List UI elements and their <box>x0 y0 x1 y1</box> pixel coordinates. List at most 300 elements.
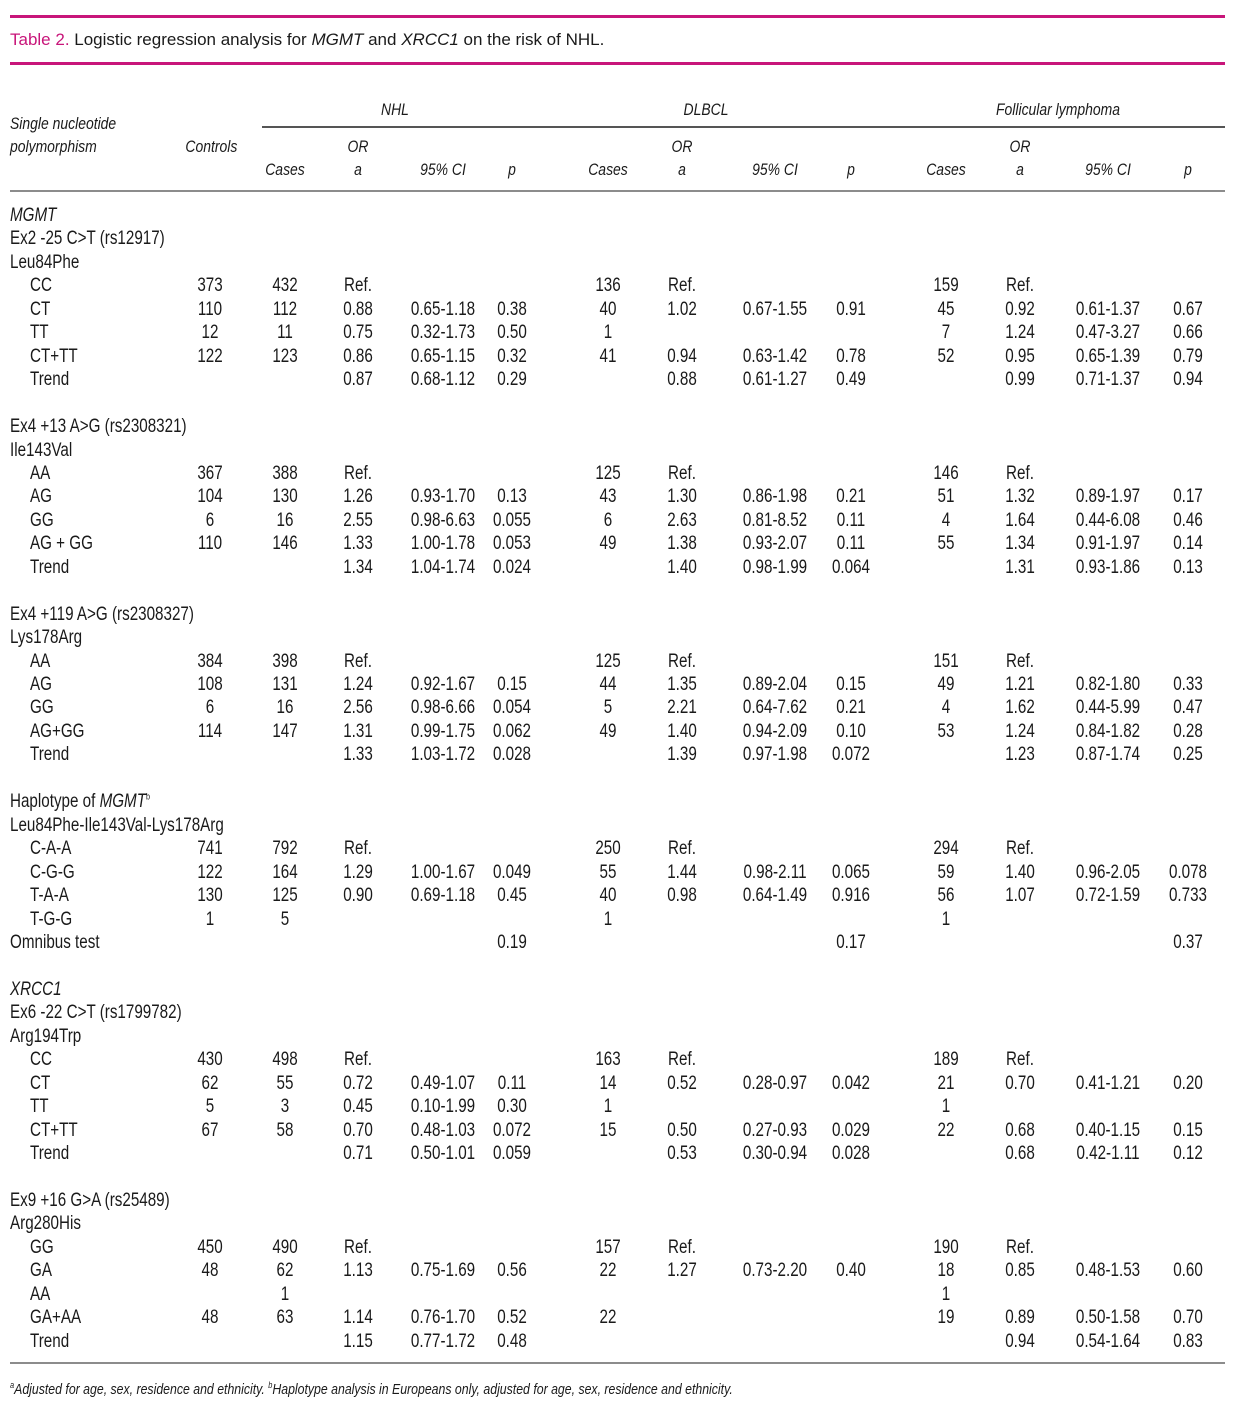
nhl-p-cell: 0.19 <box>497 931 527 953</box>
section-label: Arg280His <box>10 1213 81 1235</box>
fl-ci-cell: 0.91-1.97 <box>1075 533 1141 555</box>
nhl-p-cell: 0.29 <box>497 369 527 391</box>
footnote-a-mark: a <box>10 1380 15 1390</box>
nhl-or-cell: 0.45 <box>343 1096 373 1118</box>
dlbcl-cases-cell: 44 <box>599 674 617 695</box>
dlbcl-cases-cell: 163 <box>595 1049 621 1071</box>
table-row <box>0 1307 1243 1330</box>
dlbcl-ci-cell: 0.61-1.27 <box>742 369 808 391</box>
dlbcl-or-cell: Ref. <box>668 275 696 297</box>
table-row <box>0 1073 1243 1096</box>
fl-p-cell: 0.33 <box>1173 674 1203 695</box>
dlbcl-cases-cell: 22 <box>599 1260 617 1282</box>
fl-cases-cell: 1 <box>941 1096 951 1118</box>
fl-or-cell: 0.89 <box>1005 1307 1035 1329</box>
dlbcl-p-cell: 0.21 <box>836 486 866 508</box>
nhl-cases-cell: 164 <box>272 861 298 883</box>
table-caption <box>10 30 604 50</box>
fl-or-cell: 0.99 <box>1005 369 1035 391</box>
table-row <box>0 674 1243 697</box>
dlbcl-or-cell: 1.44 <box>667 861 697 883</box>
nhl-ci-cell: 0.98-6.63 <box>410 509 476 531</box>
dlbcl-p-cell: 0.072 <box>831 744 871 766</box>
nhl-or-cell: 1.13 <box>343 1260 373 1282</box>
fl-cases-cell: 21 <box>937 1072 955 1094</box>
footnote-b-text: Haplotype analysis in Europeans only, adjusted for age, sex, residence and ethnicity. <box>272 1381 733 1398</box>
section-row <box>0 252 1243 275</box>
caption-gene-mgmt: MGMT <box>311 30 364 49</box>
nhl-or-cell: 0.75 <box>343 322 373 344</box>
dlbcl-or-cell: 0.94 <box>667 345 697 367</box>
fl-p-cell: 0.67 <box>1173 298 1203 320</box>
header-controls: Controls <box>185 137 238 156</box>
fl-or-cell: 0.92 <box>1005 298 1035 320</box>
fl-or-cell: 1.24 <box>1005 720 1035 742</box>
nhl-p-cell: 0.028 <box>492 744 532 766</box>
caption-text: Logistic regression analysis for <box>69 30 312 49</box>
nhl-cases-cell: 62 <box>276 1260 294 1282</box>
fl-cases-cell: 151 <box>933 650 959 672</box>
header-group-fl: Follicular lymphoma <box>996 100 1120 119</box>
row-label: Trend <box>30 369 70 391</box>
nhl-ci-cell: 0.65-1.18 <box>410 298 476 320</box>
row-label: TT <box>30 1096 49 1118</box>
nhl-cases-cell: 432 <box>272 275 298 297</box>
gene-label: MGMT <box>10 205 57 226</box>
fl-cases-cell: 1 <box>941 1283 951 1305</box>
dlbcl-ci-cell: 0.93-2.07 <box>742 533 808 555</box>
controls-cell: 373 <box>197 275 223 297</box>
dlbcl-cases-cell: 49 <box>599 533 617 555</box>
row-label: AG <box>30 486 52 508</box>
table-row <box>0 885 1243 908</box>
caption-text: and <box>363 30 402 49</box>
fl-p-cell: 0.078 <box>1168 861 1208 883</box>
header-nhl-or-line2: a <box>354 160 362 179</box>
dlbcl-ci-cell: 0.63-1.42 <box>742 345 808 367</box>
fl-or-cell: 0.70 <box>1005 1072 1035 1094</box>
dlbcl-p-cell: 0.21 <box>836 697 866 719</box>
fl-cases-cell: 294 <box>933 838 959 860</box>
fl-ci-cell: 0.48-1.53 <box>1075 1260 1141 1282</box>
dlbcl-ci-cell: 0.67-1.55 <box>742 298 808 320</box>
fl-or-cell: 0.95 <box>1005 345 1035 367</box>
fl-cases-cell: 1 <box>941 908 951 930</box>
controls-cell: 48 <box>201 1307 219 1329</box>
row-label: CT <box>30 298 51 320</box>
fl-or-cell: 0.68 <box>1005 1143 1035 1164</box>
table-number: Table 2. <box>10 30 70 49</box>
dlbcl-or-cell: 0.88 <box>667 369 697 391</box>
section-label: Ile143Val <box>10 439 73 461</box>
dlbcl-or-cell: 1.38 <box>667 533 697 555</box>
controls-cell: 67 <box>201 1119 219 1141</box>
nhl-p-cell: 0.56 <box>497 1260 527 1282</box>
section-row <box>0 1190 1243 1213</box>
fl-or-cell: 1.62 <box>1005 697 1035 719</box>
nhl-p-cell: 0.30 <box>497 1096 527 1118</box>
dlbcl-or-cell: 1.27 <box>667 1260 697 1282</box>
nhl-or-cell: Ref. <box>344 650 372 672</box>
dlbcl-cases-cell: 55 <box>599 861 617 883</box>
table-row <box>0 1049 1243 1072</box>
spacer-row <box>0 768 1243 791</box>
table-row <box>0 1143 1243 1166</box>
fl-p-cell: 0.60 <box>1173 1260 1203 1282</box>
nhl-p-cell: 0.055 <box>492 509 532 531</box>
header-group-nhl: NHL <box>381 100 409 119</box>
nhl-ci-cell: 0.48-1.03 <box>410 1119 476 1141</box>
nhl-cases-cell: 792 <box>272 838 298 860</box>
fl-ci-cell: 0.40-1.15 <box>1075 1119 1141 1141</box>
fl-or-cell: 1.24 <box>1005 322 1035 344</box>
nhl-p-cell: 0.11 <box>497 1072 527 1094</box>
nhl-or-cell: 2.56 <box>343 697 373 719</box>
nhl-cases-cell: 58 <box>276 1119 294 1141</box>
nhl-cases-cell: 11 <box>277 322 293 344</box>
dlbcl-or-cell: 1.39 <box>667 744 697 766</box>
dlbcl-ci-cell: 0.27-0.93 <box>742 1119 808 1141</box>
fl-or-cell: 1.31 <box>1005 556 1035 578</box>
dlbcl-cases-cell: 125 <box>595 462 621 484</box>
nhl-or-cell: 1.31 <box>343 720 373 742</box>
dlbcl-or-cell: 2.63 <box>667 509 697 531</box>
controls-cell: 110 <box>197 298 223 320</box>
nhl-or-cell: 0.71 <box>343 1143 373 1164</box>
nhl-cases-cell: 146 <box>272 533 298 555</box>
dlbcl-cases-cell: 136 <box>595 275 621 297</box>
controls-cell: 5 <box>205 1096 215 1118</box>
header-dlbcl-or-line1: OR <box>671 137 693 156</box>
fl-ci-cell: 0.71-1.37 <box>1075 369 1141 391</box>
row-label: CC <box>30 275 52 297</box>
fl-ci-cell: 0.54-1.64 <box>1075 1330 1141 1352</box>
dlbcl-cases-cell: 5 <box>603 697 613 719</box>
dlbcl-ci-cell: 0.97-1.98 <box>742 744 808 766</box>
header-snp-line1: Single nucleotide <box>10 114 117 133</box>
section-row <box>0 627 1243 650</box>
fl-p-cell: 0.28 <box>1173 720 1203 742</box>
fl-ci-cell: 0.44-6.08 <box>1075 509 1141 531</box>
fl-or-cell: 1.40 <box>1005 861 1035 883</box>
nhl-p-cell: 0.049 <box>492 861 532 883</box>
nhl-ci-cell: 0.49-1.07 <box>410 1072 476 1094</box>
fl-or-cell: Ref. <box>1006 650 1034 672</box>
dlbcl-p-cell: 0.11 <box>836 509 866 531</box>
dlbcl-or-cell: 1.02 <box>667 298 697 320</box>
row-label: Trend <box>30 1143 70 1164</box>
dlbcl-p-cell: 0.042 <box>831 1072 871 1094</box>
nhl-ci-cell: 1.00-1.67 <box>410 861 476 883</box>
table-row <box>0 510 1243 533</box>
fl-or-cell: 0.68 <box>1005 1119 1035 1141</box>
fl-p-cell: 0.15 <box>1173 1119 1203 1141</box>
fl-ci-cell: 0.87-1.74 <box>1075 744 1141 766</box>
dlbcl-cases-cell: 125 <box>595 650 621 672</box>
fl-p-cell: 0.66 <box>1173 322 1203 344</box>
table-row <box>0 1260 1243 1283</box>
controls-cell: 48 <box>201 1260 219 1282</box>
fl-cases-cell: 19 <box>937 1307 955 1329</box>
fl-or-cell: 1.21 <box>1005 674 1035 695</box>
nhl-or-cell: 1.14 <box>343 1307 373 1329</box>
nhl-or-cell: Ref. <box>344 838 372 860</box>
nhl-p-cell: 0.50 <box>497 322 527 344</box>
fl-p-cell: 0.37 <box>1173 931 1203 953</box>
dlbcl-cases-cell: 15 <box>599 1119 617 1141</box>
dlbcl-cases-cell: 22 <box>599 1307 617 1329</box>
footnote-b-mark: b <box>268 1380 273 1390</box>
dlbcl-or-cell: Ref. <box>668 650 696 672</box>
table-row <box>0 1331 1243 1354</box>
nhl-or-cell: Ref. <box>344 275 372 297</box>
dlbcl-cases-cell: 250 <box>595 838 621 860</box>
fl-or-cell: 1.34 <box>1005 533 1035 555</box>
row-label: T-G-G <box>30 908 73 930</box>
nhl-cases-cell: 5 <box>280 908 290 930</box>
nhl-ci-cell: 1.00-1.78 <box>410 533 476 555</box>
dlbcl-cases-cell: 14 <box>599 1072 617 1094</box>
dlbcl-ci-cell: 0.64-7.62 <box>742 697 808 719</box>
dlbcl-ci-cell: 0.64-1.49 <box>742 885 808 907</box>
header-dlbcl-p: p <box>847 160 855 179</box>
nhl-cases-cell: 112 <box>272 298 298 320</box>
row-label: AA <box>30 1283 51 1305</box>
controls-cell: 12 <box>201 322 219 344</box>
nhl-p-cell: 0.062 <box>492 720 532 742</box>
table-bottom-rule <box>10 1362 1225 1364</box>
dlbcl-p-cell: 0.029 <box>831 1119 871 1141</box>
nhl-or-cell: 0.86 <box>343 345 373 367</box>
nhl-p-cell: 0.32 <box>497 345 527 367</box>
gene-row <box>0 205 1243 228</box>
fl-ci-cell: 0.61-1.37 <box>1075 298 1141 320</box>
dlbcl-or-cell: 0.52 <box>667 1072 697 1094</box>
controls-cell: 122 <box>197 345 223 367</box>
nhl-p-cell: 0.072 <box>492 1119 532 1141</box>
row-label: AG+GG <box>30 720 85 742</box>
dlbcl-p-cell: 0.10 <box>836 720 866 742</box>
row-label: CT <box>30 1072 51 1094</box>
row-label: GG <box>30 697 54 719</box>
controls-cell: 384 <box>197 650 223 672</box>
row-label: GG <box>30 509 54 531</box>
header-fl-p: p <box>1184 160 1192 179</box>
nhl-ci-cell: 0.10-1.99 <box>410 1096 476 1118</box>
nhl-or-cell: 1.29 <box>343 861 373 883</box>
nhl-ci-cell: 0.77-1.72 <box>410 1330 476 1352</box>
nhl-or-cell: 0.87 <box>343 369 373 391</box>
table-row <box>0 557 1243 580</box>
header-dlbcl-ci: 95% CI <box>752 160 798 179</box>
section-label: Ex4 +119 A>G (rs2308327) <box>10 603 194 625</box>
row-label: CT+TT <box>30 1119 78 1141</box>
haplo-row <box>0 791 1243 814</box>
nhl-or-cell: 1.33 <box>343 533 373 555</box>
nhl-ci-cell: 1.04-1.74 <box>410 556 476 578</box>
dlbcl-or-cell: 0.53 <box>667 1143 697 1164</box>
nhl-cases-cell: 3 <box>280 1096 290 1118</box>
fl-cases-cell: 146 <box>933 462 959 484</box>
caption-rule <box>10 62 1225 65</box>
nhl-ci-cell: 0.68-1.12 <box>410 369 476 391</box>
nhl-cases-cell: 388 <box>272 462 298 484</box>
fl-ci-cell: 0.42-1.11 <box>1076 1143 1140 1164</box>
nhl-ci-cell: 0.92-1.67 <box>410 674 476 695</box>
table-row <box>0 369 1243 392</box>
section-row <box>0 228 1243 251</box>
fl-p-cell: 0.79 <box>1173 345 1203 367</box>
dlbcl-ci-cell: 0.89-2.04 <box>742 674 808 695</box>
section-row <box>0 1026 1243 1049</box>
nhl-p-cell: 0.52 <box>497 1307 527 1329</box>
section-row <box>0 416 1243 439</box>
fl-cases-cell: 51 <box>937 486 955 508</box>
fl-ci-cell: 0.47-3.27 <box>1075 322 1141 344</box>
table-row <box>0 346 1243 369</box>
row-label: GA <box>30 1260 52 1282</box>
nhl-p-cell: 0.054 <box>492 697 532 719</box>
header-nhl-p: p <box>508 160 516 179</box>
controls-cell: 114 <box>197 720 223 742</box>
haplotype-gene: MGMT <box>99 791 147 813</box>
nhl-ci-cell: 0.99-1.75 <box>410 720 476 742</box>
nhl-p-cell: 0.024 <box>492 556 532 578</box>
fl-p-cell: 0.70 <box>1173 1307 1203 1329</box>
row-label: T-A-A <box>30 885 69 907</box>
section-row <box>0 1002 1243 1025</box>
nhl-cases-cell: 123 <box>272 345 298 367</box>
fl-or-cell: Ref. <box>1006 1236 1034 1258</box>
header-dlbcl-cases: Cases <box>588 160 628 179</box>
section-row <box>0 604 1243 627</box>
table-row <box>0 838 1243 861</box>
nhl-or-cell: 0.88 <box>343 298 373 320</box>
controls-cell: 122 <box>197 861 223 883</box>
fl-ci-cell: 0.89-1.97 <box>1075 486 1141 508</box>
nhl-p-cell: 0.059 <box>492 1143 532 1164</box>
fl-cases-cell: 59 <box>937 861 955 883</box>
header-dlbcl-or-line2: a <box>678 160 686 179</box>
controls-cell: 108 <box>197 674 223 695</box>
nhl-or-cell: Ref. <box>344 462 372 484</box>
fl-p-cell: 0.83 <box>1173 1330 1203 1352</box>
nhl-p-cell: 0.45 <box>497 885 527 907</box>
fl-or-cell: Ref. <box>1006 1049 1034 1071</box>
footnote-a-text: Adjusted for age, sex, residence and ethnicity. <box>14 1381 269 1398</box>
fl-p-cell: 0.47 <box>1173 697 1203 719</box>
top-rule <box>10 15 1225 18</box>
dlbcl-or-cell: 1.40 <box>667 556 697 578</box>
dlbcl-p-cell: 0.49 <box>836 369 866 391</box>
nhl-cases-cell: 55 <box>276 1072 294 1094</box>
controls-cell: 1 <box>205 908 215 930</box>
row-label: CC <box>30 1049 52 1071</box>
fl-cases-cell: 22 <box>937 1119 955 1141</box>
fl-ci-cell: 0.72-1.59 <box>1075 885 1141 907</box>
nhl-p-cell: 0.15 <box>497 674 527 695</box>
dlbcl-cases-cell: 41 <box>599 345 617 367</box>
fl-p-cell: 0.94 <box>1173 369 1203 391</box>
dlbcl-cases-cell: 43 <box>599 486 617 508</box>
dlbcl-p-cell: 0.11 <box>836 533 866 555</box>
nhl-or-cell: 0.72 <box>343 1072 373 1094</box>
nhl-ci-cell: 0.65-1.15 <box>410 345 476 367</box>
fl-cases-cell: 56 <box>937 885 955 907</box>
dlbcl-p-cell: 0.064 <box>831 556 871 578</box>
controls-cell: 430 <box>197 1049 223 1071</box>
header-fl-cases: Cases <box>926 160 966 179</box>
row-label: AG + GG <box>30 533 93 555</box>
nhl-or-cell: 0.70 <box>343 1119 373 1141</box>
fl-cases-cell: 190 <box>933 1236 959 1258</box>
table-row <box>0 533 1243 556</box>
dlbcl-or-cell: 1.35 <box>667 674 697 695</box>
fl-ci-cell: 0.50-1.58 <box>1075 1307 1141 1329</box>
nhl-or-cell: 1.15 <box>343 1330 373 1352</box>
fl-cases-cell: 4 <box>941 509 951 531</box>
dlbcl-or-cell: 1.30 <box>667 486 697 508</box>
haplotype-label-text: Haplotype of <box>10 791 100 813</box>
nhl-or-cell: 0.90 <box>343 885 373 907</box>
row-label: Trend <box>30 556 70 578</box>
footnote <box>10 1380 733 1398</box>
section-row <box>0 1213 1243 1236</box>
gene-row <box>0 979 1243 1002</box>
dlbcl-or-cell: Ref. <box>668 1236 696 1258</box>
dlbcl-p-cell: 0.91 <box>836 298 866 320</box>
header-nhl-cases: Cases <box>265 160 305 179</box>
table-row <box>0 862 1243 885</box>
fl-cases-cell: 159 <box>933 275 959 297</box>
dlbcl-ci-cell: 0.94-2.09 <box>742 720 808 742</box>
fl-p-cell: 0.17 <box>1173 486 1203 508</box>
dlbcl-or-cell: Ref. <box>668 838 696 860</box>
controls-cell: 6 <box>205 509 215 531</box>
nhl-or-cell: Ref. <box>344 1049 372 1071</box>
header-fl-or-line2: a <box>1016 160 1024 179</box>
dlbcl-cases-cell: 1 <box>603 1096 613 1118</box>
nhl-or-cell: Ref. <box>344 1236 372 1258</box>
row-label: AA <box>30 650 51 672</box>
fl-p-cell: 0.14 <box>1173 533 1203 555</box>
nhl-or-cell: 1.33 <box>343 744 373 766</box>
controls-cell: 6 <box>205 697 215 719</box>
nhl-cases-cell: 130 <box>272 486 298 508</box>
fl-cases-cell: 7 <box>941 322 951 344</box>
header-nhl-ci: 95% CI <box>420 160 466 179</box>
nhl-p-cell: 0.38 <box>497 298 527 320</box>
fl-cases-cell: 189 <box>933 1049 959 1071</box>
dlbcl-or-cell: 2.21 <box>667 697 697 719</box>
section-label: Ex9 +16 G>A (rs25489) <box>10 1189 170 1211</box>
table-row <box>0 721 1243 744</box>
nhl-ci-cell: 0.98-6.66 <box>410 697 476 719</box>
fl-cases-cell: 18 <box>937 1260 955 1282</box>
fl-ci-cell: 0.93-1.86 <box>1075 556 1141 578</box>
dlbcl-or-cell: 0.98 <box>667 885 697 907</box>
spacer-row <box>0 955 1243 978</box>
nhl-or-cell: 1.34 <box>343 556 373 578</box>
nhl-cases-cell: 498 <box>272 1049 298 1071</box>
table-row <box>0 1284 1243 1307</box>
nhl-cases-cell: 490 <box>272 1236 298 1258</box>
section-label: Ex2 -25 C>T (rs12917) <box>10 228 165 250</box>
dlbcl-ci-cell: 0.98-2.11 <box>743 861 807 883</box>
fl-cases-cell: 45 <box>937 298 955 320</box>
dlbcl-ci-cell: 0.98-1.99 <box>742 556 808 578</box>
dlbcl-or-cell: 1.40 <box>667 720 697 742</box>
